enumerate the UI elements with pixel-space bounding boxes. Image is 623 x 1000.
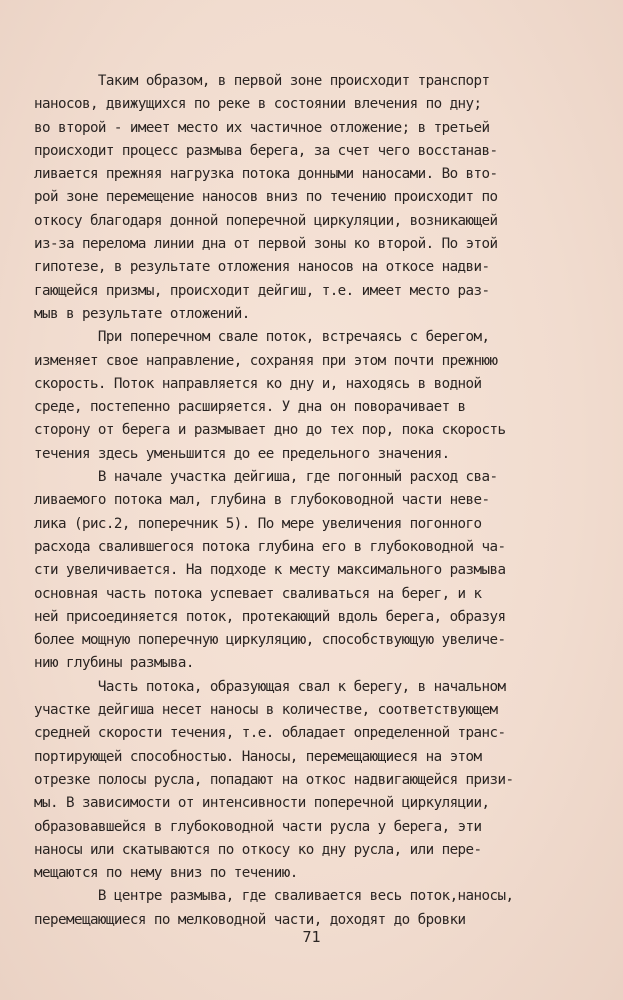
text-line: наносов, движущихся по реке в состоянии влечения по дну;	[34, 96, 482, 113]
text-line: откосу благодаря донной поперечной циркуляции, возникающей	[34, 212, 498, 229]
text-line: мещаются по нему вниз по течению.	[34, 865, 298, 882]
text-line: средней скорости течения, т.е. обладает определенной транс-	[34, 725, 506, 742]
text-line: более мощную поперечную циркуляцию, способствующую увеличе-	[34, 632, 506, 649]
text-line: основная часть потока успевает сваливаться на берег, и к	[34, 585, 482, 602]
text-line: гающейся призмы, происходит дейгиш, т.е. имеет место раз-	[34, 282, 490, 299]
text-line: В центре размыва, где сваливается весь поток,наносы,	[34, 888, 514, 905]
text-line: изменяет свое направление, сохраняя при этом почти прежнюю	[34, 352, 498, 369]
text-line: В начале участка дейгиша, где погонный расход сва-	[34, 469, 498, 486]
text-line: во второй - имеет место их частичное отложение; в третьей	[34, 119, 490, 136]
body-text	[34, 70, 600, 932]
text-line: ней присоединяется поток, протекающий вдоль берега, образуя	[34, 608, 506, 625]
text-line: ливаемого потока мал, глубина в глубоководной части неве-	[34, 492, 490, 509]
text-line: нию глубины размыва.	[34, 655, 194, 672]
text-line: портирующей способностью. Наносы, перемещающиеся на этом	[34, 748, 482, 765]
text-line: скорость. Поток направляется ко дну и, находясь в водной	[34, 375, 482, 392]
text-line: отрезке полосы русла, попадают на откос надвигающейся призи-	[34, 771, 514, 788]
text-line: перемещающиеся по мелководной части, доходят до бровки	[34, 911, 466, 928]
text-line: Часть потока, образующая свал к берегу, в начальном	[34, 678, 506, 695]
text-line: из-за перелома линии дна от первой зоны ко второй. По этой	[34, 236, 498, 253]
text-line: среде, постепенно расширяется. У дна он поворачивает в	[34, 399, 466, 416]
text-line: лика (рис.2, поперечник 5). По мере увеличения погонного	[34, 515, 482, 532]
text-line: течения здесь уменьшится до ее предельного значения.	[34, 445, 450, 462]
text-line: мыв в результате отложений.	[34, 305, 250, 322]
text-line: сторону от берега и размывает дно до тех пор, пока скорость	[34, 422, 506, 439]
text-line: рой зоне перемещение наносов вниз по течению происходит по	[34, 189, 498, 206]
text-line: Таким образом, в первой зоне происходит транспорт	[34, 73, 490, 89]
text-line: образовавшейся в глубоководной части русла у берега, эти	[34, 818, 482, 835]
text-line: сти увеличивается. На подходе к месту максимального размыва	[34, 562, 506, 579]
text-line: мы. В зависимости от интенсивности поперечной циркуляции,	[34, 795, 490, 812]
text-line: ливается прежняя нагрузка потока донными наносами. Во вто-	[34, 166, 498, 183]
text-line: участке дейгиша несет наносы в количестве, соответствующем	[34, 702, 498, 719]
page-number: 71	[302, 928, 321, 946]
text-line: При поперечном свале поток, встречаясь с берегом,	[34, 329, 490, 346]
text-line: расхода свалившегося потока глубина его в глубоководной ча-	[34, 538, 506, 555]
text-line: происходит процесс размыва берега, за счет чего восстанав-	[34, 142, 498, 159]
text-line: гипотезе, в результате отложения наносов на откосе надви-	[34, 259, 490, 276]
text-line: наносы или скатываются по откосу ко дну русла, или пере-	[34, 841, 482, 858]
